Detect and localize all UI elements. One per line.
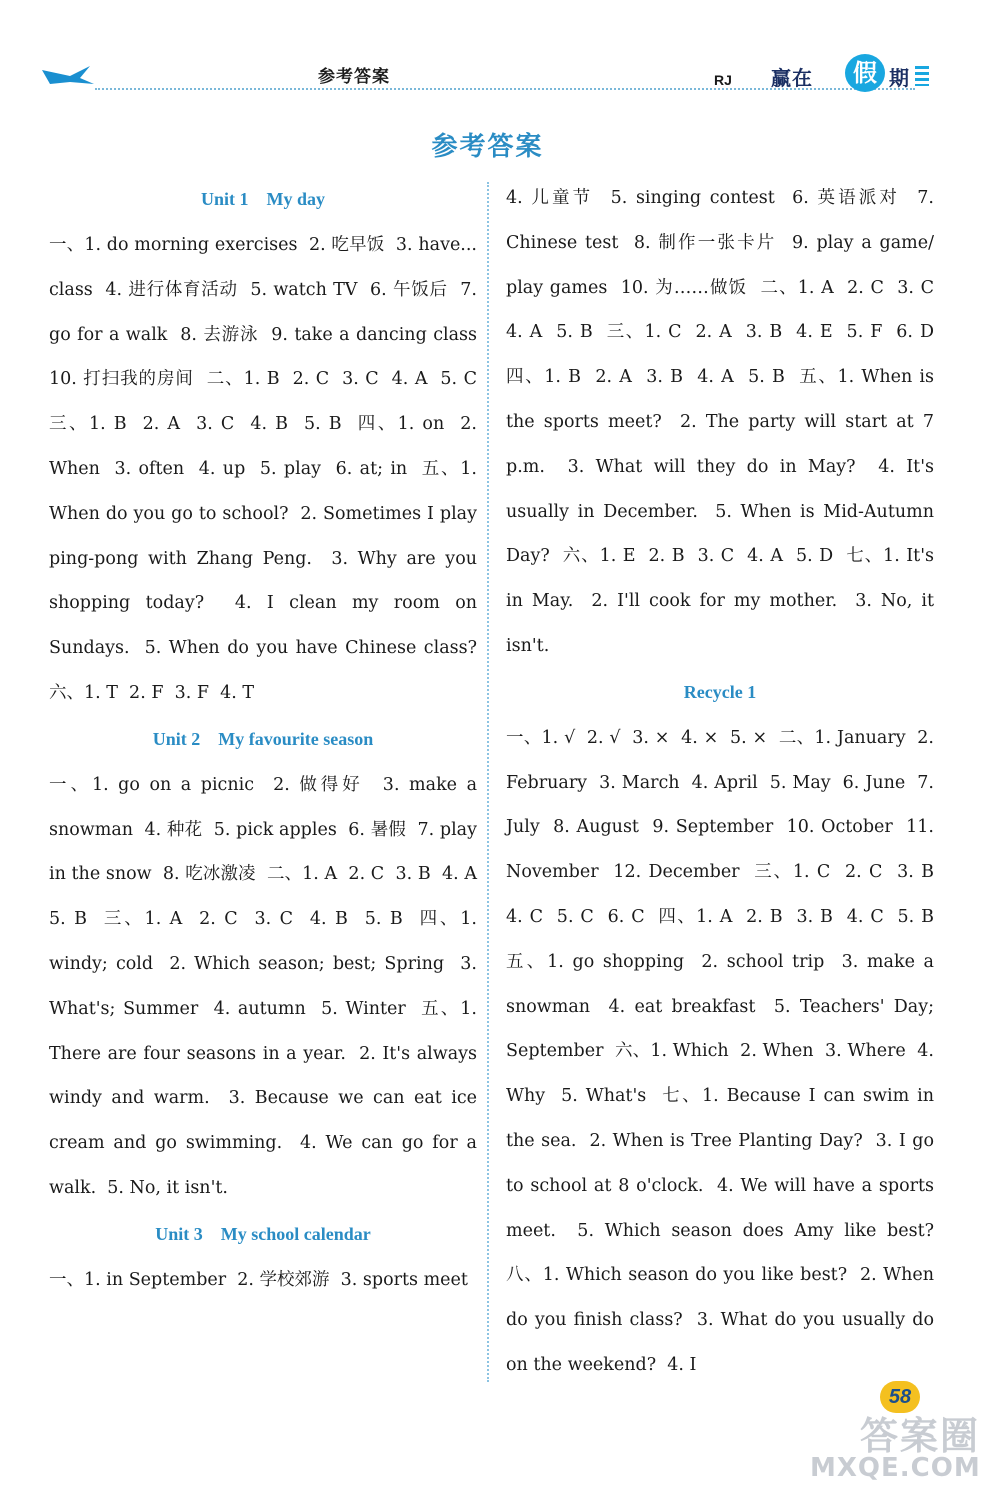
- column-divider: [487, 182, 489, 1382]
- brand-badge: 假: [845, 54, 885, 92]
- section-heading: Unit 2 My favourite season: [152, 728, 374, 749]
- section-heading: Unit 1 My day: [200, 189, 325, 209]
- header-title: 参考答案: [318, 67, 390, 87]
- answer-paragraph: 一、1. in September 2. 学校郊游 3. sports meet: [49, 1269, 468, 1290]
- edition-label: RJ: [714, 72, 732, 88]
- watermark-url: MXQE.COM: [810, 1453, 981, 1483]
- brand-logo: [765, 60, 930, 94]
- left-column: [49, 176, 489, 1303]
- answer-paragraph: 一、1. √ 2. √ 3. × 4. × 5. × 二、1. January 2. February 3. March 4. April 5. May 6. June 7. July 8. August 9. September 10. October 11. November 12. December 三、1. C 2. C 3. B 4. C 5. C 6. C 四、1. A 2. B 3. B 4. C 5. B 五、1. go shopping 2. school trip 3. make a snowman 4. eat breakfast 5. Teachers' Day; September 六、1. Which 2. When 3. Where 4. Why 5. What's 七、1. Because I can swim in the sea. 2. When is Tree Planting Day? 3. I go to school at 8 o'clock. 4. We will have a sports meet. 5. Which season does Amy like best? 八、1. Which season do you like best? 2. When do you finish class? 3. What do you usually do on the weekend? 4. I: [506, 727, 946, 1375]
- brand-text: 赢在: [771, 66, 813, 90]
- section-heading: Recycle 1: [683, 681, 757, 702]
- brand-stripes-icon: [915, 66, 929, 86]
- watermark: [810, 1405, 990, 1485]
- page-number: 58: [880, 1381, 920, 1413]
- brand-text-after: 期: [889, 66, 909, 90]
- answer-paragraph: 4. 儿童节 5. singing contest 6. 英语派对 7. Chinese test 8. 制作一张卡片 9. play a game/ play games 10. 为……做饭 二、1. A 2. C 3. C 4. A 5. B 三、1. C 2. A 3. B 4. E 5. F 6. D 四、1. B 2. A 3. B 4. A 5. B 五、1. When is the sports meet? 2. The party will start at 7 p.m. 3. What will they do in May? 4. It's usually in December. 5. When is Mid-Autumn Day? 六、1. E 2. B 3. C 4. A 5. D 七、1. It's in May. 2. I'll cook for my mother. 3. No, it isn't.: [506, 188, 946, 656]
- page-title: 参考答案: [431, 132, 544, 162]
- answer-paragraph: 一、1. do morning exercises 2. 吃早饭 3. have... class 4. 进行体育活动 5. watch TV 6. 午饭后 7. go for a walk 8. 去游泳 9. take a dancing class 10. 打扫我的房间 二、1. B 2. C 3. C 4. A 5. C 三、1. B 2. A 3. C 4. B 5. B 四、1. on 2. When 3. often 4. up 5. play 6. at; in 五、1. When do you go to school? 2. Sometimes I play ping-pong with Zhang Peng. 3. Why are you shopping today? 4. I clean my room on Sundays. 5. When do you have Chinese class? 六、1. T 2. F 3. F 4. T: [49, 235, 489, 703]
- bird-logo-icon: [40, 62, 96, 88]
- section-heading: Unit 3 My school calendar: [155, 1223, 371, 1244]
- right-column: [506, 176, 946, 1388]
- watermark-top: 答案圈: [860, 1414, 981, 1458]
- answer-paragraph: 一、1. go on a picnic 2. 做得好 3. make a snowman 4. 种花 5. pick apples 6. 暑假 7. play in the snow 8. 吃冰激凌 二、1. A 2. C 3. B 4. A 5. B 三、1. A 2. C 3. C 4. B 5. B 四、1. windy; cold 2. Which season; best; Spring 3. What's; Summer 4. autumn 5. Winter 五、1. There are four seasons in a year. 2. It's always windy and warm. 3. Because we can eat ice cream and go swimming. 4. We can go for a walk. 5. No, it isn't.: [49, 774, 489, 1198]
- page-header: [0, 0, 1000, 110]
